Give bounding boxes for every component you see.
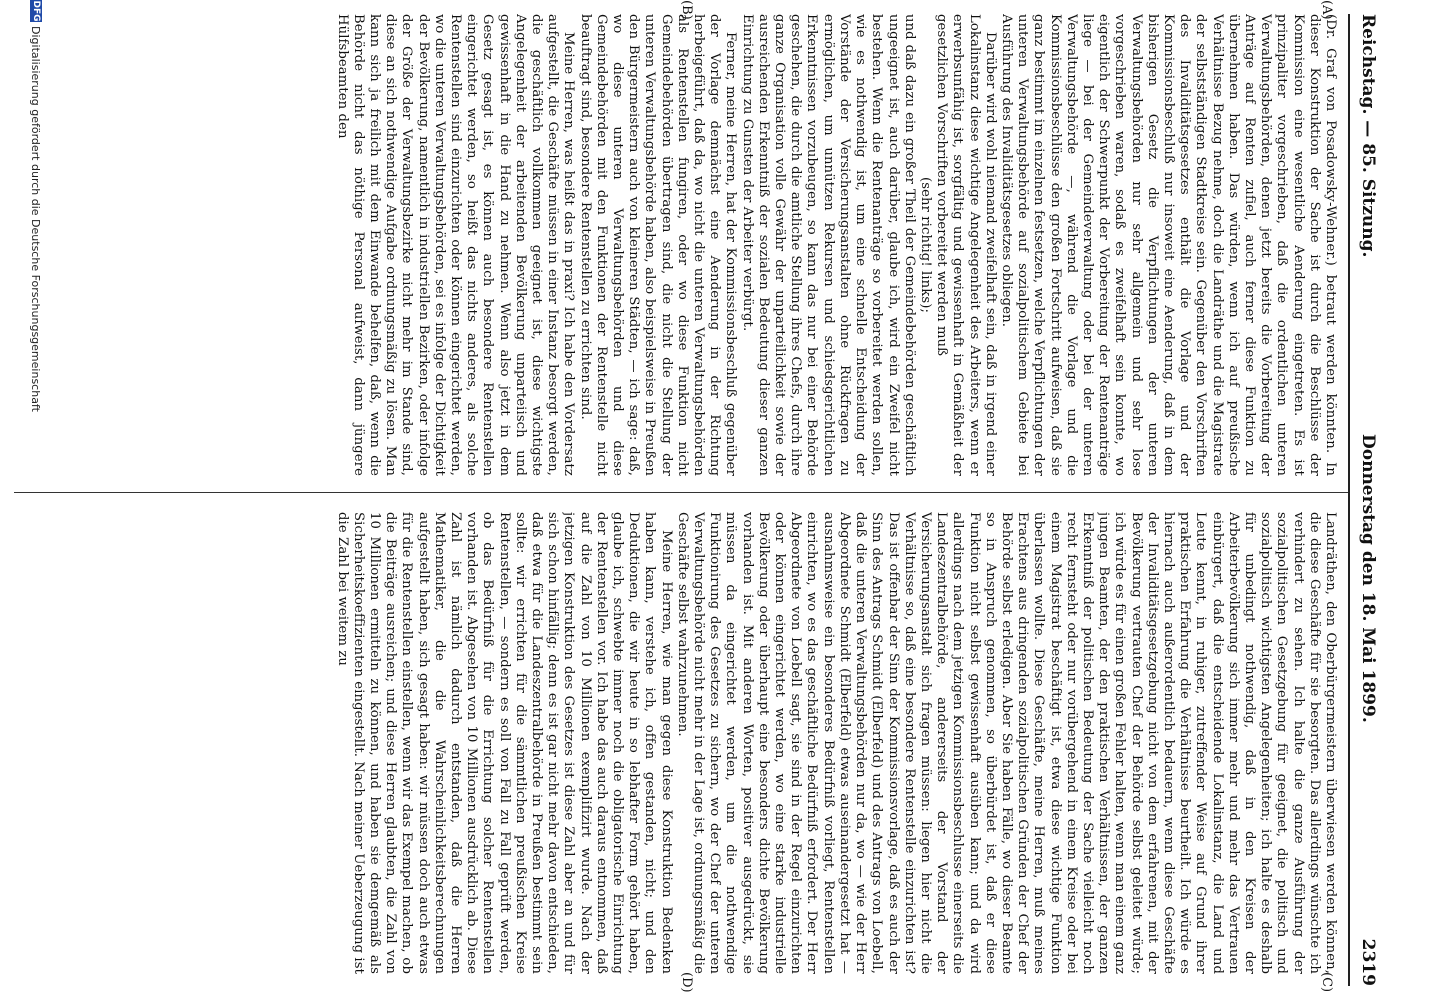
margin-marker-b: (B): [679, 0, 694, 20]
paragraph: Meine Herren, wie man gegen diese Konstruktion Bedenken haben kann, verstehe ich, offen gestanden, nicht; und den Deduktionen, die wir heute in so lebhafter Form gehört haben, glaube ich, schwebte immer noch die obligatorische Einrichtung der Rentenstellen vor. Ich habe das auch daraus entnommen, daß auf die Zahl von 10 Millionen exemplifizirt wurde. Nach der jetzigen Konstruktion des Gesetzes ist diese Zahl aber an und für sich schon hinfällig; denn es ist gar nicht mehr davon entschieden, daß etwa für die Landeszentralbehörde in Preußen bestimmt sein sollte: wir errichten für die sämmtlichen preußischen Kreise Rentenstellen, — sondern es soll von Fall zu Fall geprüft werden, ob das Bedürfniß für die Errichtung solcher Rentenstellen vorhanden ist. Abgesehen von 10 Millionen ausdrücklich ab. Diese Zahl ist nämlich dadurch entstanden, daß die Herren Mathematiker, die die Wahrscheinlichkeitsberechnungen aufgestellt haben, sich gesagt haben: wir müssen doch auch etwas für die Rentenstellen einstellen, wenn wir das Exempel machen, ob die Beiträge ausreichen; und diese Herren glaubten, die Zahl von 10 Millionen ermitteln zu können, und haben sie demgemäß als Sicherheitskoeffizienten eingestellt. Nach meiner Ueberzeugung ist die Zahl bei weitem zu: [334, 512, 674, 974]
digitization-credit: Digitalisierung gefördert durch die Deutsche Forschungsgemeinschaft: [29, 26, 42, 412]
paragraph: Meine Herren, was heißt das in praxi? Ich habe den Vordersatz aufgestellt, die Geschäfte müssen in einer Instanz besorgt werden, die geschäftlich vollkommen geeignet ist, diese wichtigste Angelegenheit der arbeitenden Bevölkerung unparteiisch und gewissenhaft in die Hand zu nehmen. Wenn also jetzt in dem Gesetz gesagt ist, es können auch besondere Rentenstellen eingerichtet werden, so heißt das nichts anderes, als solche Rentenstellen sind einzurichten oder können eingerichtet werden, wo die unteren Verwaltungsbehörden, sei es infolge der Dichtigkeit der Bevölkerung, namentlich in industriellen Bezirken, oder infolge der Größe der Verwaltungsbezirke nicht mehr im Stande sind, diese an sich nothwendige Aufgabe ordnungsmäßig zu lösen. Man kann sich ja freilich mit dem Einwande behelfen, daß, wenn die Behörde nicht das nöthige Personal aufweist, dann jüngere Hülfsbeamten den: [334, 14, 577, 476]
paragraph: Ferner, meine Herren, hat der Kommissionsbeschluß gegenüber der Vorlage demnächst eine Aenderung in der Richtung herbeigeführt, daß da, wo nicht die unteren Verwaltungsbehörden als Rentenstellen fungiren, oder wo diese Funktion nicht Gemeindebehörden übertragen sind, die nicht die Stellung der unteren Verwaltungsbehörde haben, also beispielsweise in Preußen den Bürgermeistern auch von kleineren Städten, — ich sage: daß, wo diese unteren Verwaltungsbehörden und diese Gemeindebehörden mit den Funktionen der Rentenstelle nicht beauftragt sind, besondere Rentenstellen zu errichten sind.: [577, 14, 739, 476]
header-date: Donnerstag den 18. Mai 1899.: [1358, 434, 1378, 723]
paragraph: (Dr. Graf von Posadowsky-Wehner.) betraut werden könnten. In dieser Konstruktion der Sache ist durch die Beschlüsse der Kommission eine wesentliche Aenderung eingetreten. Es ist prinzipaliter vorgeschrieben, daß die ordentlichen unteren Verwaltungsbehörden, denen jetzt bereits die Vorbereitung der Anträge auf Renten zufiel, auch ferner diese Funktion zu übernehmen haben. Das würden, wenn ich auf preußische Verhältnisse Bezug nehme, doch die Landräthe und die Magistrate der selbstständigen Stadtkreise sein. Gegenüber den Vorschriften des Invaliditätsgesetzes enthält die Vorlage und der Kommissionsbeschluß nur insoweit eine Aenderung, daß in dem bisherigen Gesetz die Verpflichtungen der unteren Verwaltungsbehörden nur sehr allgemein und sehr lose vorgeschrieben waren, sodaß es zweifelhaft sein konnte, wo eigentlich der Schwerpunkt der Vorbereitung der Rentenanträge liege — bei der Gemeindeverwaltung oder bei der unteren Verwaltungsbehörde —, während die Vorlage und die Kommissionsbeschlüsse den großen Fortschritt aufweisen, daß sie ganz bestimmt im einzelnen festsetzen, welche Verpflichtungen der unteren Verwaltungsbehörde auf sozialpolitischem Gebiete bei Ausführung des Invaliditätsgesetzes obliegen.: [998, 14, 1338, 476]
margin-marker-a: (A): [1319, 0, 1334, 20]
paragraph: und daß dazu ein großer Theil der Gemeindebehörden geschäftlich ungeeignet ist, auch darüber, glaube ich, wird ein Zweifel nicht bestehen. Wenn die Rentenanträge so vorbereitet werden sollen, wie es nothwendig ist, um eine schnelle Entscheidung der Vorstände der Versicherungsanstalten ohne Rückfragen zu ermöglichen, um unnützen Rekursen und schiedsgerichtlichen Erkenntnissen vorzubeugen, so kann das nur bei einer Behörde geschehen, die durch die amtliche Stellung ihres Chefs, durch ihre ganze Organisation volle Gewähr der unparteilichkeit sowie der ausreichenden Erkenntniß der sozialen Bedeutung dieser ganzen Einrichtung zu Gunsten der Arbeiter verbürgt.: [739, 14, 917, 476]
paragraph: Landräthen, den Oberbürgermeistern überwiesen werden können, die diese Geschäfte für sie besorgten. Das allerdings wünschte ich verhindert zu sehen. Ich halte die ganze Ausführung der sozialpolitischen Gesetzgebung für geeignet, die politisch und sozialpolitisch wichtigsten Angelegenheiten; ich halte es deshalb für unbedingt nothwendig, daß in den Kreisen der Arbeiterbevölkerung sich immer mehr und mehr das Vertrauen einbürgert, daß die entscheidende Lokalinstanz, die Land und Leute kennt, in ruhiger, zutreffender Weise auf Grund ihrer praktischen Erfahrung die Verhältnisse beurtheilt. Ich würde es hiernach auch außerordentlich bedauern, wenn diese Geschäfte der Invaliditätsgesetzgebung nicht von dem erfahrenen, mit der Bevölkerung vertrauten Chef der Behörde selbst geleitet würde; ich würde es für einen großen Fehler halten, wenn man einem ganz jungen Beamten, der den praktischen Verhältnissen, der ganzen Erkenntniß der politischen Bedeutung der Sache vielleicht noch recht fernsteht oder nur vorübergehend in einem Kreise oder bei einem Magistrat beschäftigt ist, etwa diese wichtige Funktion überlassen wollte. Diese Geschäfte, meine Herren, muß meines Erachtens aus dringenden sozialpolitischen Gründen der Chef der Behörde selbst erledigen. Aber Sie haben Fälle, wo dieser Beamte so in Anspruch genommen, so überbürdet ist, daß er diese Funktion nicht selbst gewissenhaft ausüben kann; und da wird allerdings nach dem jetzigen Kommissionsbeschlusse einerseits die Landeszentralbehörde, andererseits der Vorstand der Versicherungsanstalt sich fragen müssen: liegen hier nicht die Verhältnisse so, daß eine besondere Rentenstelle einzurichten ist? Das ist offenbar der Sinn der Kommissionsvorlage, daß es auch der Sinn des Antrags Schmidt (Elberfeld) und des Antrags von Loebell, daß die unteren Verwaltungsbehörden nur da, wo — wie der Herr Abgeordnete Schmidt (Elberfeld) etwas auseinandergesetzt hat — ausnahmsweise ein besonderes Bedürfniß vorliegt, Rentenstellen einrichten, wo es das geschäftliche Bedürfniß erfordert. Der Herr Abgeordnete von Loebell sagt, sie sind in der Regel einzurichten oder können eingerichtet werden, wo eine starke industrielle Bevölkerung oder überhaupt eine besonders dichte Bevölkerung vorhanden ist. Mit anderen Worten, positiver ausgedrückt, sie müssen da eingerichtet werden, um die nothwendige Funktionirung des Gesetzes zu sichern, wo der Chef der unteren Verwaltungsbehörde nicht mehr in der Lage ist, ordnungsmäßig die Geschäfte selbst wahrzunehmen.: [674, 512, 1338, 974]
page-number: 2319: [1358, 938, 1378, 986]
margin-marker-d: (D): [679, 972, 694, 993]
dfg-logo: DFG: [31, 0, 41, 22]
page-header: [1350, 14, 1378, 986]
column-divider: [14, 492, 1348, 493]
header-session: Reichstag. — 85. Sitzung.: [1358, 14, 1378, 258]
interjection: (sehr richtig! links);: [917, 176, 933, 314]
right-column: [8, 512, 1338, 974]
left-column: [8, 14, 1338, 476]
paragraph: Darüber wird wohl niemand zweifelhaft sein, daß in irgend einer Lokalinstanz diese wichtige Angelegenheit des Arbeiters, wenn er erwerbsunfähig ist, sorgfältig und gewissenhaft in Gemäßheit der gesetzlichen Vorschriften vorbereitet werden muß: [934, 14, 998, 476]
margin-marker-c: (C): [1319, 972, 1334, 993]
header-rule: [1348, 14, 1350, 986]
